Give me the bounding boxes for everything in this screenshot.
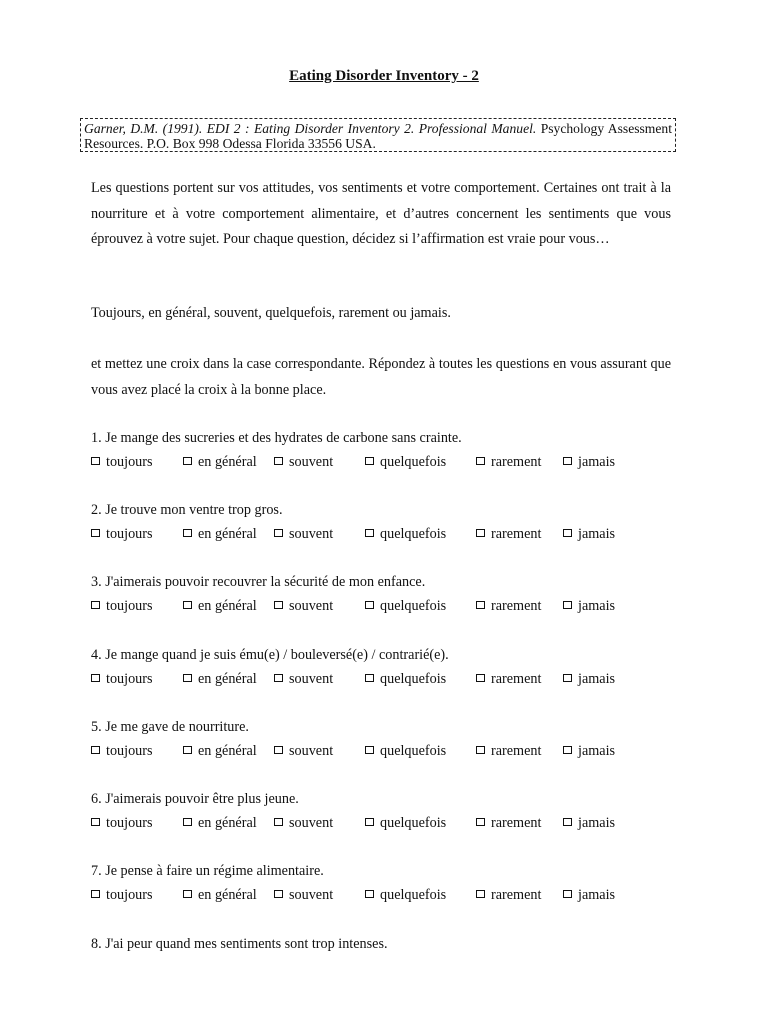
option-label: toujours (106, 526, 153, 542)
checkbox-icon[interactable] (274, 601, 283, 609)
checkbox-icon[interactable] (274, 674, 283, 682)
option-toujours[interactable] (91, 524, 153, 544)
option-quelquefois[interactable] (365, 885, 446, 905)
option-label: jamais (578, 526, 616, 542)
checkbox-icon[interactable] (183, 746, 192, 754)
question-4 (91, 645, 691, 695)
option-souvent[interactable] (274, 669, 333, 689)
question-text: 2. Je trouve mon ventre trop gros. (91, 502, 283, 518)
option-jamais[interactable] (563, 813, 615, 833)
option-toujours[interactable] (91, 741, 153, 761)
checkbox-icon[interactable] (274, 818, 283, 826)
option-quelquefois[interactable] (365, 669, 446, 689)
option-jamais[interactable] (563, 452, 615, 472)
option-jamais[interactable] (563, 524, 615, 544)
option-souvent[interactable] (274, 452, 333, 472)
question-text: 5. Je me gave de nourriture. (91, 719, 249, 735)
option-label: toujours (106, 454, 153, 470)
option-quelquefois[interactable] (365, 524, 446, 544)
citation-box (80, 118, 676, 152)
option-rarement[interactable] (476, 885, 541, 905)
option-label: en général (198, 671, 257, 687)
checkbox-icon[interactable] (365, 746, 374, 754)
option-label: en général (198, 743, 257, 759)
option-label: jamais (578, 598, 616, 614)
option-label: souvent (289, 526, 334, 542)
checkbox-icon[interactable] (563, 674, 572, 682)
option-label: rarement (491, 671, 542, 687)
checkbox-icon[interactable] (563, 457, 572, 465)
question-text: 1. Je mange des sucreries et des hydrates de carbone sans crainte. (91, 430, 462, 446)
option-toujours[interactable] (91, 452, 153, 472)
option-en-general[interactable] (183, 885, 257, 905)
checkbox-icon[interactable] (183, 529, 192, 537)
checkbox-icon[interactable] (476, 674, 485, 682)
checkbox-icon[interactable] (274, 890, 283, 898)
option-quelquefois[interactable] (365, 741, 446, 761)
checkbox-icon[interactable] (91, 746, 100, 754)
question-3 (91, 572, 691, 622)
option-souvent[interactable] (274, 813, 333, 833)
checkbox-icon[interactable] (91, 674, 100, 682)
instructions-paragraph: et mettez une croix dans la case correspondante. Répondez à toutes les questions en vous assurant que vous avez placé la croix à la bonne place. (91, 356, 671, 398)
option-label: jamais (578, 887, 616, 903)
question-6 (91, 789, 691, 839)
checkbox-icon[interactable] (563, 529, 572, 537)
checkbox-icon[interactable] (91, 457, 100, 465)
option-souvent[interactable] (274, 596, 333, 616)
checkbox-icon[interactable] (274, 457, 283, 465)
option-jamais[interactable] (563, 741, 615, 761)
question-text: 3. J'aimerais pouvoir recouvrer la sécurité de mon enfance. (91, 574, 426, 590)
option-label: en général (198, 815, 257, 831)
checkbox-icon[interactable] (476, 890, 485, 898)
option-rarement[interactable] (476, 452, 541, 472)
option-label: souvent (289, 454, 334, 470)
option-label: en général (198, 887, 257, 903)
option-label: rarement (491, 815, 542, 831)
option-en-general[interactable] (183, 524, 257, 544)
checkbox-icon[interactable] (365, 457, 374, 465)
option-toujours[interactable] (91, 813, 153, 833)
option-label: rarement (491, 526, 542, 542)
document-title: Eating Disorder Inventory - 2 (289, 68, 479, 84)
option-rarement[interactable] (476, 813, 541, 833)
citation-publisher: Psychology Assessment Resources. P.O. Box 998 Odessa Florida 33556 USA. (84, 121, 672, 151)
option-quelquefois[interactable] (365, 813, 446, 833)
question-text: 6. J'aimerais pouvoir être plus jeune. (91, 791, 299, 807)
option-label: jamais (578, 815, 616, 831)
option-label: toujours (106, 815, 153, 831)
checkbox-icon[interactable] (365, 529, 374, 537)
option-label: souvent (289, 743, 334, 759)
option-label: en général (198, 526, 257, 542)
checkbox-icon[interactable] (563, 818, 572, 826)
option-label: en général (198, 598, 257, 614)
checkbox-icon[interactable] (183, 818, 192, 826)
checkbox-icon[interactable] (365, 890, 374, 898)
option-label: toujours (106, 671, 153, 687)
checkbox-icon[interactable] (365, 674, 374, 682)
checkbox-icon[interactable] (365, 818, 374, 826)
checkbox-icon[interactable] (476, 746, 485, 754)
checkbox-icon[interactable] (365, 601, 374, 609)
option-label: jamais (578, 743, 616, 759)
question-7 (91, 861, 691, 911)
option-toujours[interactable] (91, 669, 153, 689)
option-en-general[interactable] (183, 669, 257, 689)
option-label: souvent (289, 815, 334, 831)
option-rarement[interactable] (476, 669, 541, 689)
option-en-general[interactable] (183, 813, 257, 833)
checkbox-icon[interactable] (91, 601, 100, 609)
option-label: jamais (578, 671, 616, 687)
checkbox-icon[interactable] (563, 746, 572, 754)
question-1 (91, 428, 691, 478)
option-quelquefois[interactable] (365, 596, 446, 616)
checkbox-icon[interactable] (274, 529, 283, 537)
checkbox-icon[interactable] (563, 601, 572, 609)
checkbox-icon[interactable] (476, 529, 485, 537)
option-quelquefois[interactable] (365, 452, 446, 472)
option-souvent[interactable] (274, 741, 333, 761)
checkbox-icon[interactable] (476, 457, 485, 465)
option-label: rarement (491, 454, 542, 470)
question-text: 8. J'ai peur quand mes sentiments sont trop intenses. (91, 936, 388, 952)
option-rarement[interactable] (476, 524, 541, 544)
option-souvent[interactable] (274, 524, 333, 544)
citation-reference: Garner, D.M. (1991). EDI 2 : Eating Disorder Inventory 2. Professional Manuel. (84, 121, 537, 136)
checkbox-icon[interactable] (274, 746, 283, 754)
option-en-general[interactable] (183, 452, 257, 472)
checkbox-icon[interactable] (476, 601, 485, 609)
option-label: souvent (289, 671, 334, 687)
option-label: quelquefois (380, 598, 447, 614)
option-souvent[interactable] (274, 885, 333, 905)
option-jamais[interactable] (563, 885, 615, 905)
checkbox-icon[interactable] (183, 674, 192, 682)
checkbox-icon[interactable] (91, 529, 100, 537)
question-text: 7. Je pense à faire un régime alimentaire. (91, 863, 324, 879)
option-label: souvent (289, 887, 334, 903)
option-label: rarement (491, 743, 542, 759)
checkbox-icon[interactable] (91, 818, 100, 826)
option-rarement[interactable] (476, 596, 541, 616)
option-label: quelquefois (380, 526, 447, 542)
checkbox-icon[interactable] (183, 601, 192, 609)
checkbox-icon[interactable] (563, 890, 572, 898)
intro-paragraph: Les questions portent sur vos attitudes, vos sentiments et votre comportement. Certaines ont trait à la nourriture et à votre comportement alimentaire, et d’autres concernent les sentiments que vous éprouvez à votre sujet. Pour chaque question, décidez si l’affirmation est vraie pour vous… (91, 180, 671, 247)
question-2 (91, 500, 691, 550)
option-jamais[interactable] (563, 596, 615, 616)
option-label: toujours (106, 887, 153, 903)
option-rarement[interactable] (476, 741, 541, 761)
checkbox-icon[interactable] (183, 457, 192, 465)
option-label: quelquefois (380, 887, 447, 903)
option-label: quelquefois (380, 671, 447, 687)
option-en-general[interactable] (183, 596, 257, 616)
question-text: 4. Je mange quand je suis ému(e) / bouleversé(e) / contrarié(e). (91, 647, 449, 663)
option-label: quelquefois (380, 454, 447, 470)
option-jamais[interactable] (563, 669, 615, 689)
option-toujours[interactable] (91, 885, 153, 905)
checkbox-icon[interactable] (476, 818, 485, 826)
scale-paragraph: Toujours, en général, souvent, quelquefois, rarement ou jamais. (91, 305, 451, 321)
option-label: en général (198, 454, 257, 470)
option-label: jamais (578, 454, 616, 470)
option-label: quelquefois (380, 743, 447, 759)
question-5 (91, 717, 691, 767)
option-label: souvent (289, 598, 334, 614)
option-label: toujours (106, 598, 153, 614)
option-label: toujours (106, 743, 153, 759)
checkbox-icon[interactable] (183, 890, 192, 898)
option-label: quelquefois (380, 815, 447, 831)
checkbox-icon[interactable] (91, 890, 100, 898)
option-label: rarement (491, 887, 542, 903)
option-toujours[interactable] (91, 596, 153, 616)
question-8 (91, 934, 691, 958)
option-en-general[interactable] (183, 741, 257, 761)
option-label: rarement (491, 598, 542, 614)
